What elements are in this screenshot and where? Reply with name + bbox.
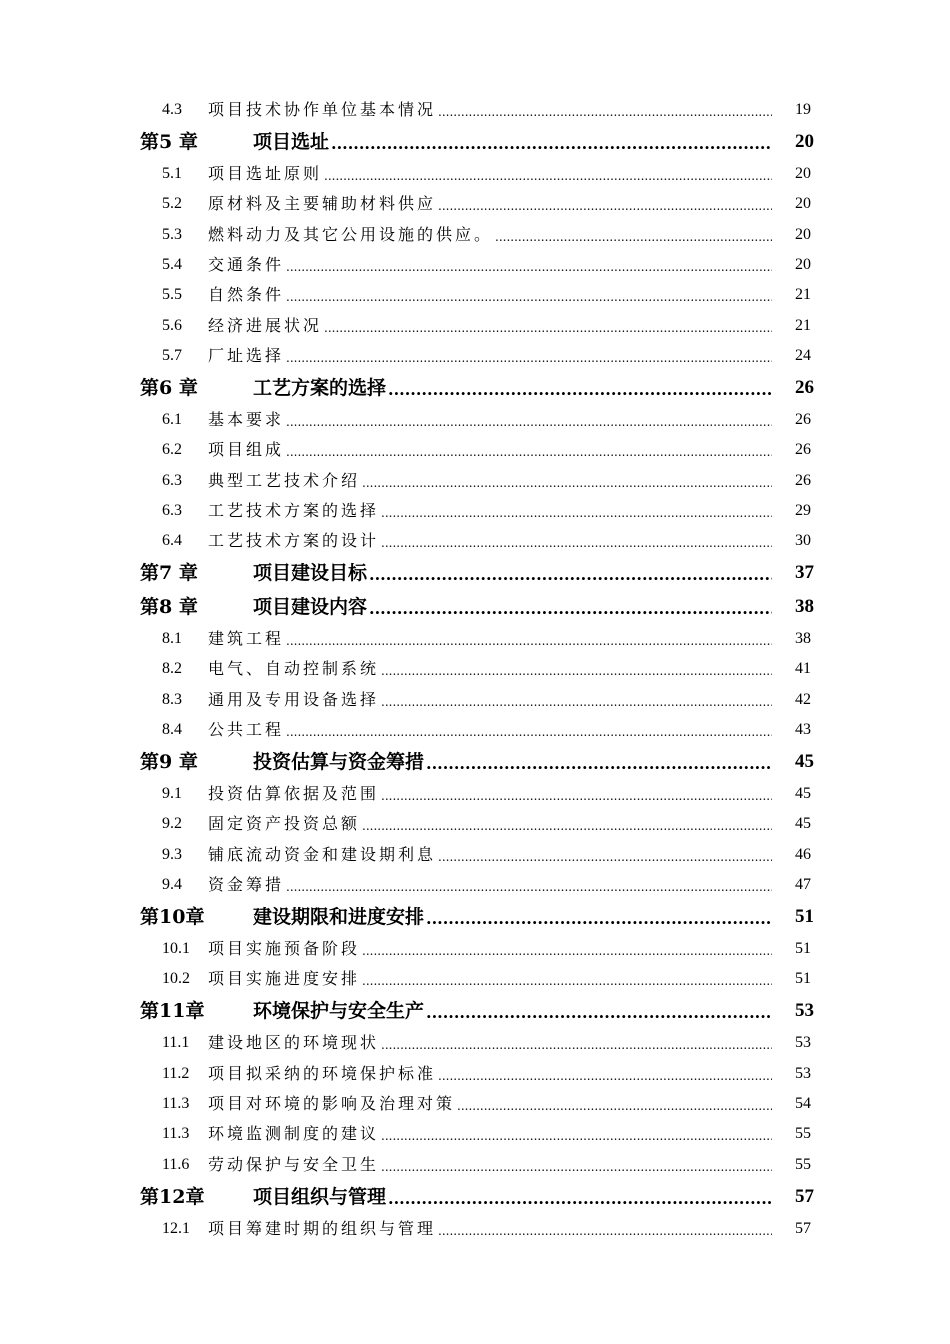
toc-entry-page-number: 45 <box>795 815 811 832</box>
toc-section-entry[interactable] <box>0 95 950 125</box>
toc-entry-number: 6.3 <box>162 472 182 489</box>
toc-entry-title: 典型工艺技术介绍 <box>208 471 361 490</box>
toc-entry-page-number: 38 <box>795 596 814 617</box>
toc-leader-dots <box>331 127 772 157</box>
toc-entry-title: 环境保护与安全生产 <box>253 1000 425 1022</box>
toc-entry-page-number: 47 <box>795 876 811 893</box>
toc-entry-title: 原材料及主要辅助材料供应 <box>208 194 437 213</box>
toc-leader-dots <box>286 435 772 465</box>
toc-leader-dots <box>381 1119 772 1149</box>
toc-entry-title: 铺底流动资金和建设期利息 <box>208 845 437 864</box>
toc-leader-dots <box>426 747 772 777</box>
toc-entry-page-number: 20 <box>795 165 811 182</box>
toc-section-entry[interactable] <box>0 1059 950 1089</box>
toc-entry-title: 项目实施预备阶段 <box>208 939 361 958</box>
toc-leader-dots <box>381 685 772 715</box>
toc-entry-number: 10.2 <box>162 970 190 987</box>
toc-leader-dots <box>362 466 772 496</box>
toc-entry-page-number: 53 <box>795 1000 814 1021</box>
toc-entry-page-number: 45 <box>795 751 814 772</box>
toc-section-entry[interactable] <box>0 280 950 310</box>
toc-entry-number: 8.2 <box>162 660 182 677</box>
toc-section-entry[interactable] <box>0 311 950 341</box>
toc-leader-dots <box>286 341 772 371</box>
toc-entry-title: 项目建设目标 <box>253 562 368 584</box>
toc-leader-dots <box>438 189 772 219</box>
toc-entry-title: 资金筹措 <box>208 875 285 894</box>
toc-entry-title: 项目组成 <box>208 440 285 459</box>
toc-section-entry[interactable] <box>0 189 950 219</box>
toc-entry-number: 8.3 <box>162 691 182 708</box>
toc-entry-title: 投资估算依据及范围 <box>208 784 380 803</box>
toc-entry-page-number: 26 <box>795 377 814 398</box>
toc-entry-title: 厂址选择 <box>208 346 285 365</box>
toc-entry-title: 公共工程 <box>208 720 285 739</box>
toc-entry-title: 项目对环境的影响及治理对策 <box>208 1094 456 1113</box>
toc-entry-number: 9.4 <box>162 876 182 893</box>
toc-leader-dots <box>381 779 772 809</box>
toc-leader-dots <box>286 715 772 745</box>
toc-entry-number: 5.6 <box>162 317 182 334</box>
toc-entry-page-number: 42 <box>795 691 811 708</box>
toc-leader-dots <box>457 1089 772 1119</box>
toc-entry-number: 9.3 <box>162 846 182 863</box>
toc-leader-dots <box>362 964 772 994</box>
toc-entry-number: 11.3 <box>162 1095 190 1112</box>
toc-entry-title: 项目建设内容 <box>253 596 368 618</box>
toc-section-entry[interactable] <box>0 250 950 280</box>
toc-entry-page-number: 38 <box>795 630 811 647</box>
toc-entry-number: 第8 章 <box>140 596 198 618</box>
toc-entry-number: 6.1 <box>162 411 182 428</box>
toc-entry-number: 第9 章 <box>140 751 198 773</box>
toc-section-entry[interactable] <box>0 624 950 654</box>
toc-entry-page-number: 53 <box>795 1065 811 1082</box>
toc-entry-title: 工艺方案的选择 <box>253 377 387 399</box>
toc-chapter-entry[interactable] <box>0 996 950 1026</box>
toc-entry-number: 第5 章 <box>140 131 198 153</box>
toc-entry-title: 燃料动力及其它公用设施的供应。 <box>208 225 494 244</box>
toc-section-entry[interactable] <box>0 1214 950 1244</box>
toc-entry-page-number: 20 <box>795 131 814 152</box>
toc-entry-title: 投资估算与资金筹措 <box>253 751 425 773</box>
toc-entry-number: 11.3 <box>162 1125 190 1142</box>
toc-entry-page-number: 46 <box>795 846 811 863</box>
toc-entry-title: 工艺技术方案的设计 <box>208 531 380 550</box>
toc-leader-dots <box>381 654 772 684</box>
toc-entry-page-number: 30 <box>795 532 811 549</box>
toc-section-entry[interactable] <box>0 526 950 556</box>
toc-leader-dots <box>369 558 772 588</box>
toc-entry-number: 5.7 <box>162 347 182 364</box>
toc-section-entry[interactable] <box>0 715 950 745</box>
toc-leader-dots <box>324 311 772 341</box>
toc-entry-page-number: 19 <box>795 101 811 118</box>
toc-entry-title: 电气、自动控制系统 <box>208 659 380 678</box>
toc-entry-title: 基本要求 <box>208 410 285 429</box>
toc-section-entry[interactable] <box>0 466 950 496</box>
toc-chapter-entry[interactable] <box>0 592 950 622</box>
toc-entry-title: 经济进展状况 <box>208 316 323 335</box>
toc-leader-dots <box>381 1028 772 1058</box>
toc-entry-number: 11.1 <box>162 1034 190 1051</box>
toc-entry-page-number: 41 <box>795 660 811 677</box>
toc-leader-dots <box>388 1182 772 1212</box>
toc-entry-title: 劳动保护与安全卫生 <box>208 1155 380 1174</box>
toc-leader-dots <box>381 496 772 526</box>
toc-leader-dots <box>324 159 772 189</box>
toc-entry-number: 12.1 <box>162 1220 190 1237</box>
toc-section-entry[interactable] <box>0 496 950 526</box>
toc-entry-title: 自然条件 <box>208 285 285 304</box>
toc-entry-title: 项目组织与管理 <box>253 1186 387 1208</box>
toc-chapter-entry[interactable] <box>0 373 950 403</box>
toc-section-entry[interactable] <box>0 840 950 870</box>
toc-entry-page-number: 57 <box>795 1186 814 1207</box>
toc-entry-title: 建筑工程 <box>208 629 285 648</box>
toc-entry-page-number: 55 <box>795 1125 811 1142</box>
toc-entry-page-number: 57 <box>795 1220 811 1237</box>
toc-entry-number: 9.2 <box>162 815 182 832</box>
toc-section-entry[interactable] <box>0 654 950 684</box>
toc-entry-page-number: 26 <box>795 411 811 428</box>
toc-leader-dots <box>381 526 772 556</box>
toc-leader-dots <box>495 220 772 250</box>
toc-section-entry[interactable] <box>0 1150 950 1180</box>
toc-leader-dots <box>286 624 772 654</box>
toc-leader-dots <box>438 840 772 870</box>
toc-leader-dots <box>426 902 772 932</box>
toc-leader-dots <box>438 1214 772 1244</box>
toc-entry-number: 第10章 <box>140 906 205 928</box>
toc-entry-title: 建设地区的环境现状 <box>208 1033 380 1052</box>
toc-entry-page-number: 43 <box>795 721 811 738</box>
toc-entry-number: 第7 章 <box>140 562 198 584</box>
toc-entry-page-number: 37 <box>795 562 814 583</box>
toc-entry-number: 11.2 <box>162 1065 190 1082</box>
toc-leader-dots <box>286 280 772 310</box>
toc-leader-dots <box>369 592 772 622</box>
toc-entry-page-number: 51 <box>795 940 811 957</box>
toc-entry-page-number: 54 <box>795 1095 811 1112</box>
toc-entry-number: 4.3 <box>162 101 182 118</box>
toc-entry-page-number: 51 <box>795 906 814 927</box>
toc-leader-dots <box>286 870 772 900</box>
toc-entry-title: 交通条件 <box>208 255 285 274</box>
toc-section-entry[interactable] <box>0 934 950 964</box>
toc-entry-title: 通用及专用设备选择 <box>208 690 380 709</box>
toc-entry-title: 项目实施进度安排 <box>208 969 361 988</box>
toc-chapter-entry[interactable] <box>0 1182 950 1212</box>
toc-leader-dots <box>438 1059 772 1089</box>
toc-leader-dots <box>362 934 772 964</box>
toc-leader-dots <box>426 996 772 1026</box>
toc-entry-title: 项目选址 <box>253 131 330 153</box>
toc-section-entry[interactable] <box>0 685 950 715</box>
toc-entry-number: 5.5 <box>162 286 182 303</box>
toc-entry-page-number: 45 <box>795 785 811 802</box>
toc-entry-title: 建设期限和进度安排 <box>253 906 425 928</box>
toc-section-entry[interactable] <box>0 779 950 809</box>
toc-entry-title: 项目技术协作单位基本情况 <box>208 100 437 119</box>
toc-entry-page-number: 20 <box>795 256 811 273</box>
toc-entry-number: 9.1 <box>162 785 182 802</box>
toc-section-entry[interactable] <box>0 1119 950 1149</box>
toc-entry-title: 项目筹建时期的组织与管理 <box>208 1219 437 1238</box>
toc-chapter-entry[interactable] <box>0 558 950 588</box>
toc-entry-page-number: 29 <box>795 502 811 519</box>
toc-entry-page-number: 26 <box>795 441 811 458</box>
toc-section-entry[interactable] <box>0 405 950 435</box>
toc-leader-dots <box>362 809 772 839</box>
toc-entry-number: 5.4 <box>162 256 182 273</box>
toc-entry-number: 5.1 <box>162 165 182 182</box>
toc-leader-dots <box>388 373 772 403</box>
toc-entry-number: 6.3 <box>162 502 182 519</box>
toc-section-entry[interactable] <box>0 220 950 250</box>
toc-entry-number: 6.2 <box>162 441 182 458</box>
toc-entry-page-number: 24 <box>795 347 811 364</box>
toc-section-entry[interactable] <box>0 809 950 839</box>
toc-entry-page-number: 53 <box>795 1034 811 1051</box>
toc-entry-number: 5.3 <box>162 226 182 243</box>
toc-section-entry[interactable] <box>0 870 950 900</box>
toc-entry-number: 第12章 <box>140 1186 205 1208</box>
toc-entry-page-number: 55 <box>795 1156 811 1173</box>
toc-section-entry[interactable] <box>0 159 950 189</box>
toc-entry-title: 工艺技术方案的选择 <box>208 501 380 520</box>
toc-entry-title: 环境监测制度的建议 <box>208 1124 380 1143</box>
toc-entry-title: 固定资产投资总额 <box>208 814 361 833</box>
toc-entry-number: 10.1 <box>162 940 190 957</box>
toc-entry-number: 8.1 <box>162 630 182 647</box>
toc-entry-page-number: 51 <box>795 970 811 987</box>
toc-leader-dots <box>286 250 772 280</box>
toc-section-entry[interactable] <box>0 435 950 465</box>
toc-leader-dots <box>381 1150 772 1180</box>
toc-entry-page-number: 21 <box>795 317 811 334</box>
toc-entry-title: 项目拟采纳的环境保护标准 <box>208 1064 437 1083</box>
toc-entry-number: 第6 章 <box>140 377 198 399</box>
toc-chapter-entry[interactable] <box>0 747 950 777</box>
toc-section-entry[interactable] <box>0 1089 950 1119</box>
toc-entry-number: 6.4 <box>162 532 182 549</box>
toc-section-entry[interactable] <box>0 1028 950 1058</box>
toc-entry-number: 第11章 <box>140 1000 205 1022</box>
toc-chapter-entry[interactable] <box>0 902 950 932</box>
toc-entry-number: 8.4 <box>162 721 182 738</box>
toc-leader-dots <box>438 95 772 125</box>
toc-entry-page-number: 20 <box>795 195 811 212</box>
toc-entry-page-number: 20 <box>795 226 811 243</box>
toc-section-entry[interactable] <box>0 964 950 994</box>
toc-entry-page-number: 21 <box>795 286 811 303</box>
toc-section-entry[interactable] <box>0 341 950 371</box>
toc-chapter-entry[interactable] <box>0 127 950 157</box>
toc-entry-title: 项目选址原则 <box>208 164 323 183</box>
toc-entry-page-number: 26 <box>795 472 811 489</box>
toc-entry-number: 5.2 <box>162 195 182 212</box>
toc-entry-number: 11.6 <box>162 1156 190 1173</box>
toc-leader-dots <box>286 405 772 435</box>
